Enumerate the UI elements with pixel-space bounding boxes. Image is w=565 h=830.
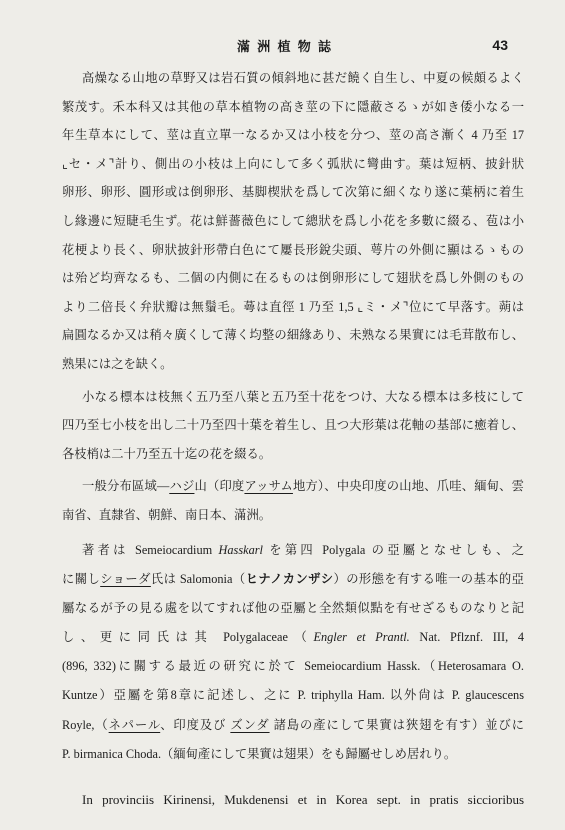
text-segment: 、印度及び <box>160 717 231 732</box>
text-line: 屬なるが予の見る處を以てすれば他の亞屬と全然類似點を有せざるものなりと記 <box>62 600 524 615</box>
paragraph-description <box>62 64 524 379</box>
page-number: 43 <box>492 37 508 53</box>
text-segment: Nat. Pflznf. III, 4 <box>409 630 524 645</box>
underlined-place-name: ネパール <box>108 717 161 732</box>
text-segment: 著者は Semeiocardium <box>82 542 219 557</box>
text-line: 熟果には之を缺く。 <box>62 356 173 371</box>
text-line: し緣邊に短睫毛生ず。花は鮮薔薇色にして總狀を爲し小花を多數に綴る、苞は小 <box>62 213 524 228</box>
text-line: より二倍長く弁狀瓣は無鬚毛。蕚は直徑 1 乃至 1,5 ⌞ミ・メ⌝位にて早落す。蒴は <box>62 299 524 314</box>
text-line: In provinciis Kirinensi, Mukdenensi et in Korea sept. in pratis siccioribus <box>82 792 524 807</box>
text-line: P. birmanica Choda.（緬甸產にして果實は翅果）をも歸屬せしめ居れり。 <box>62 746 457 761</box>
text-line <box>62 623 524 652</box>
text-segment: 諸島の產にして果實は狹翅を有す）並びに <box>269 717 524 732</box>
text-segment: 地方）、中央印度の山地、爪哇、緬甸、雲 <box>292 479 524 494</box>
text-line: 年生草本にして、莖は直立單一なるか又は小枝を分つ、莖の高さ漸く 4 乃至 17 <box>62 128 524 143</box>
text-segment: 氏は Salomonia（ <box>150 571 246 586</box>
text-segment: 山（印度 <box>194 479 245 494</box>
text-segment: に關し <box>62 571 101 586</box>
text-line: 高燥なる山地の草野又は岩石質の傾斜地に甚だ饒く自生し、中夏の候頗るよく <box>82 71 524 85</box>
paragraph-specimens <box>62 383 524 469</box>
underlined-place-name: ハジ <box>169 479 195 494</box>
text-line: 南省、直隸省、朝鮮、南日本、滿洲。 <box>62 507 272 522</box>
text-line: 扁圓なるか又は稍々廣くして薄く均整の細緣あり、未熟なる果實には毛茸散布し、 <box>62 328 524 343</box>
text-line: 卵形、卵形、圓形或は倒卵形、基脚楔狀を爲して次第に細くなり遂に葉柄に着生 <box>62 185 524 200</box>
text-segment: を第四 Polygala の亞屬となせしも、之 <box>262 542 524 557</box>
text-line: 各枝梢は二十乃至五十迄の花を綴る。 <box>62 446 272 461</box>
text-line: 小なる標本は枝無く五乃至八葉と五乃至十花をつけ、大なる標本は多枝にして <box>82 389 524 404</box>
text-line: 花梗より長く、卵狀披針形帶白色にて屢長形銳尖頭、萼片の外側に顯はるゝもの <box>62 242 524 257</box>
text-line <box>62 711 524 740</box>
body-text <box>62 64 524 814</box>
text-segment: ）の形態を有する唯一の基本的亞 <box>333 571 524 586</box>
text-segment: し、更に同氏は其 Polygalaceae（ <box>62 630 314 645</box>
text-segment: 一般分布區域— <box>82 479 170 494</box>
text-segment: Royle,（ <box>62 717 109 732</box>
text-line: 四乃至七小枝を出し二十乃至四十葉を着生し、且つ大形葉は花軸の基部に癒着し、 <box>62 418 524 433</box>
text-line <box>62 536 524 565</box>
text-line: (896, 332)に關する最近の研究に於て Semeiocardium Hassk.（Heterosamara O. <box>62 659 524 674</box>
paragraph-latin-habitat <box>62 785 524 814</box>
running-header-title: 滿 洲 植 物 誌 <box>236 39 333 54</box>
text-line <box>62 472 524 501</box>
bold-japanese-plant-name: ヒナノカンザシ <box>245 571 334 586</box>
text-line: ⌞セ・メ⌝計り、側出の小枝は上向にして多く弧狀に彎曲す。葉は短柄、披針狀 <box>62 156 524 171</box>
italic-author-name: Hasskarl <box>218 542 263 557</box>
underlined-place-name: ズンダ <box>230 717 270 732</box>
underlined-person-name: ショーダ <box>100 571 151 586</box>
text-line: は殆ど均齊なるも、二個の内側に在るものは倒卵形にして翅狀を爲し外側のもの <box>62 271 524 286</box>
paragraph-taxonomy-note <box>62 536 524 770</box>
text-line: 繁茂す。禾本科又は其他の草本植物の高き莖の下に隱蔽さるゝが如き倭小なる一 <box>62 99 524 114</box>
paragraph-distribution <box>62 472 524 529</box>
italic-author-name: Engler et Prantl. <box>313 630 410 645</box>
underlined-place-name: アッサム <box>244 479 293 494</box>
text-line: Kuntze）亞屬を第8章に記述し、之に P. triphylla Ham. 以外尙は P. glaucescens <box>62 688 524 703</box>
text-line <box>62 565 524 594</box>
